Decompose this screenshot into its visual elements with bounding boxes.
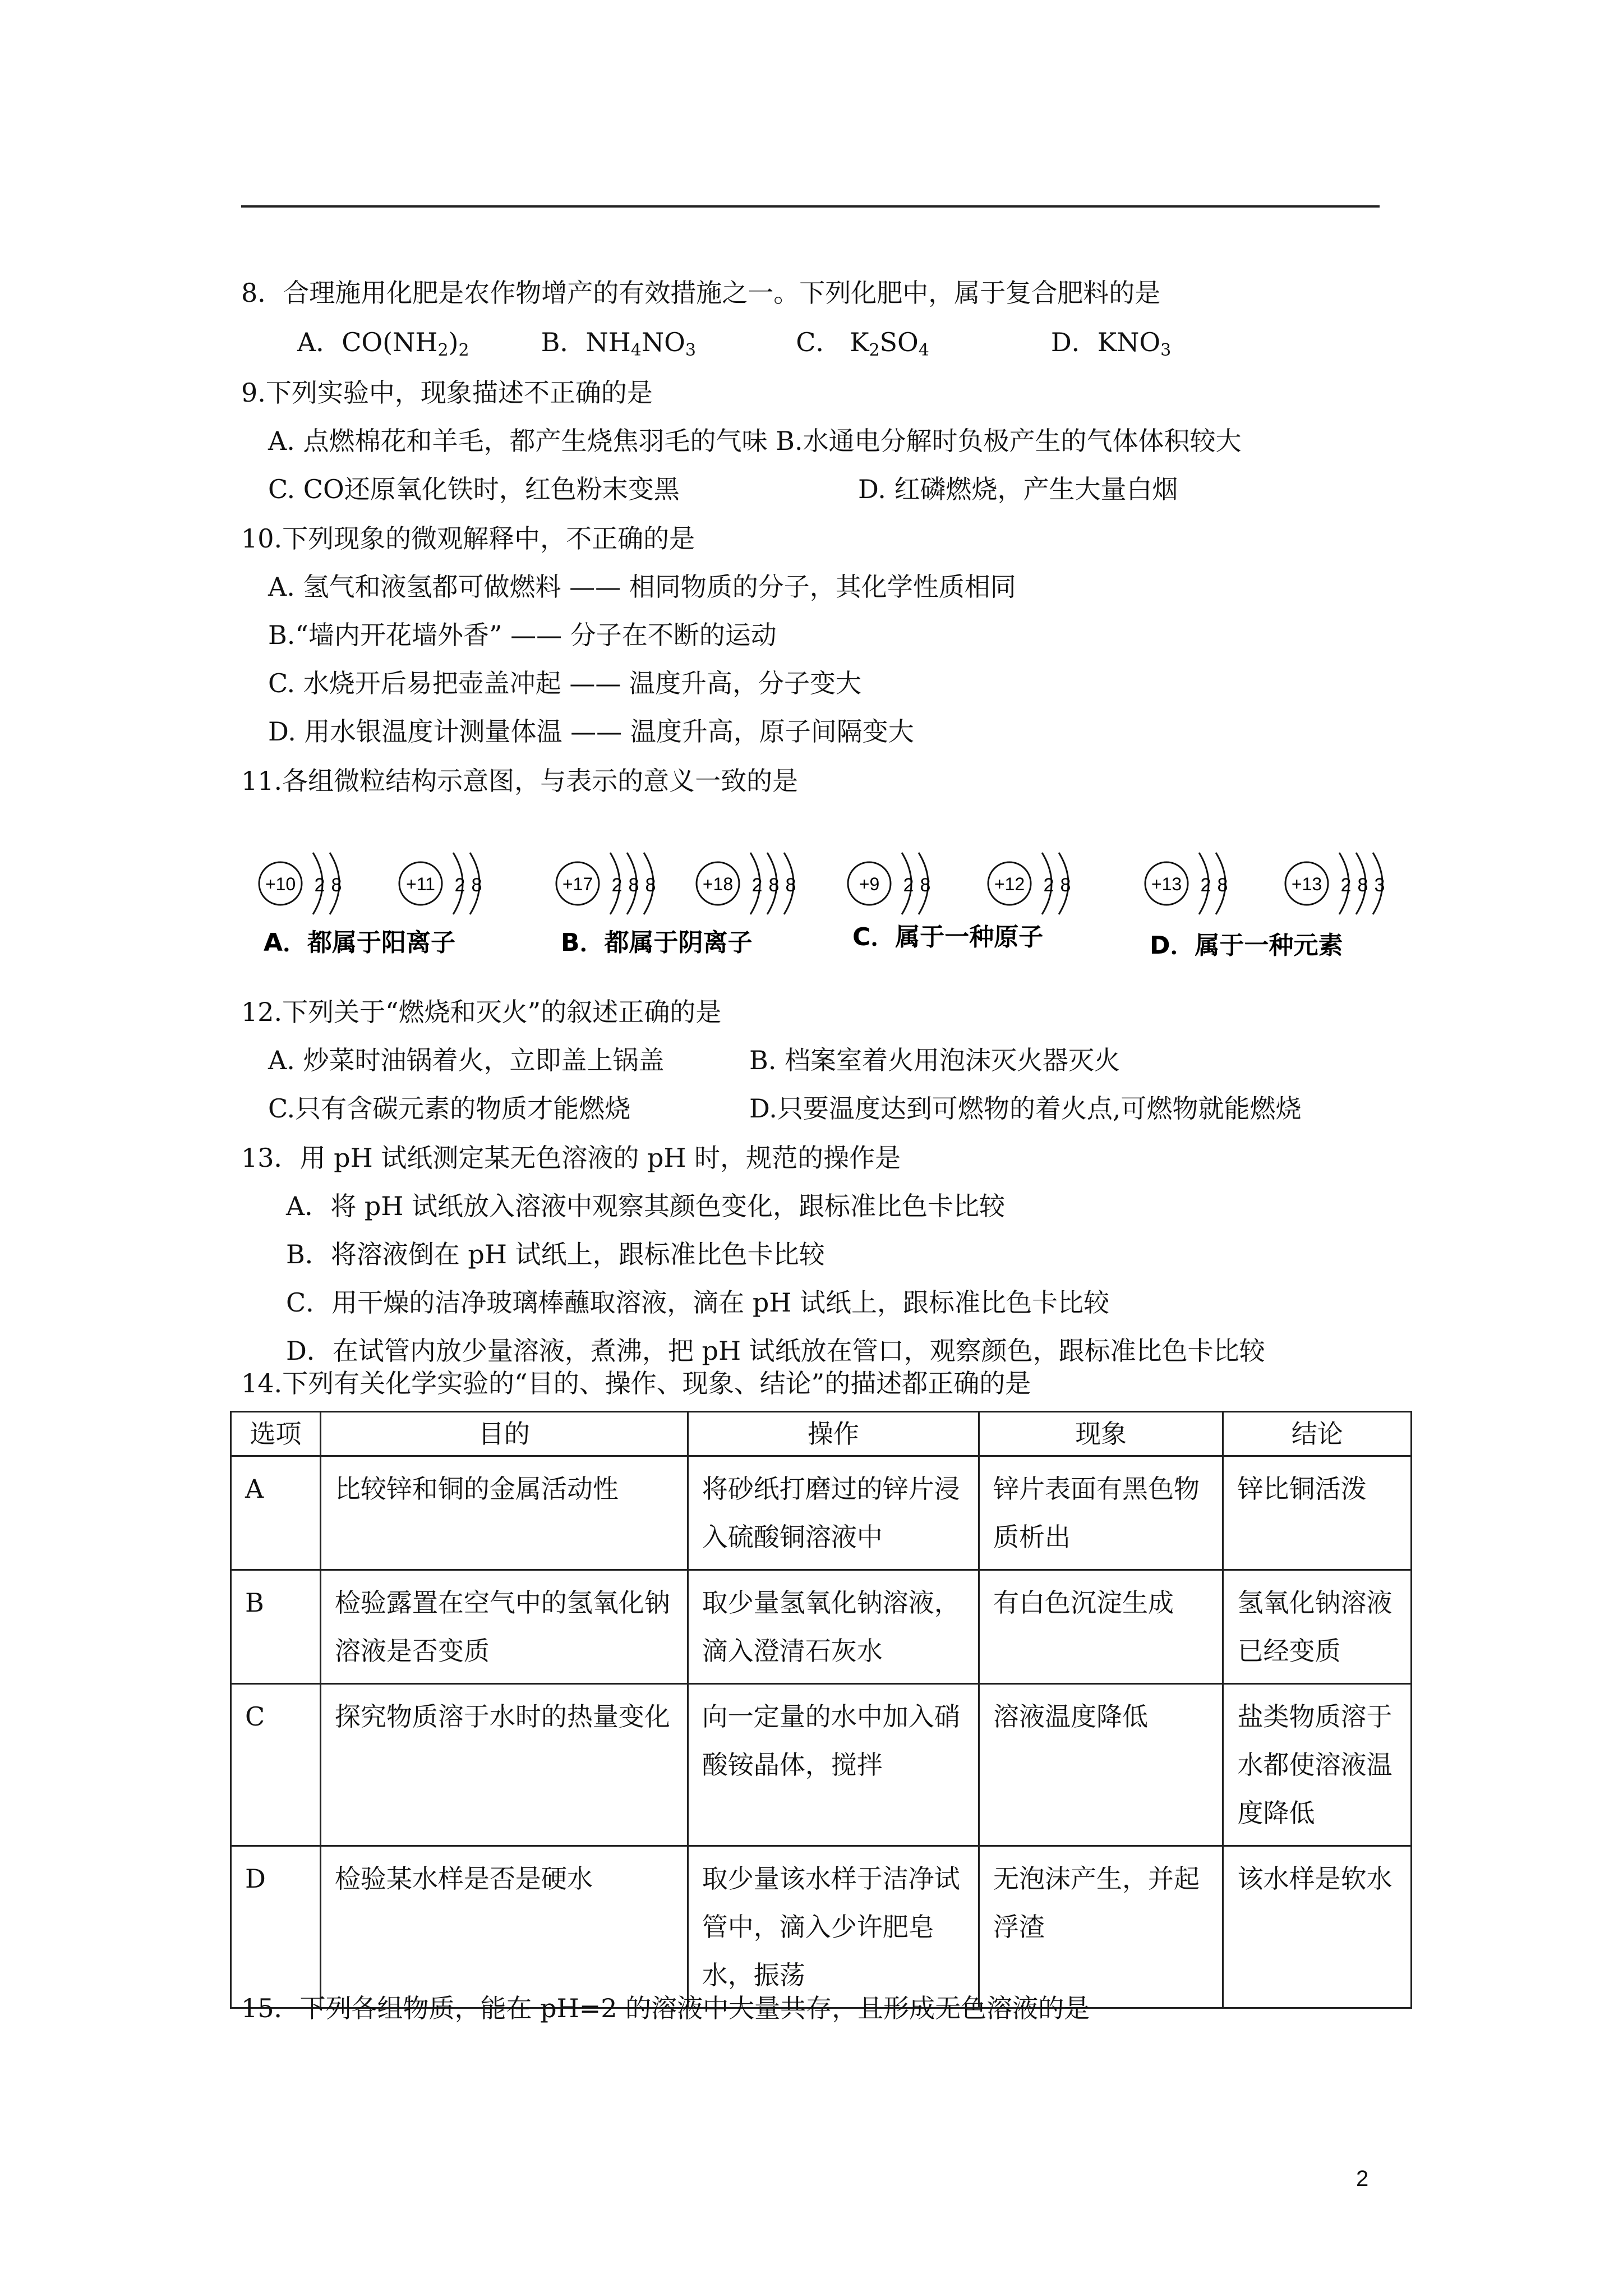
q8-option-c: C． $K_2SO_4$ <box>796 327 929 360</box>
atom-structure-diagram <box>848 853 930 914</box>
row-c-option: C <box>231 1684 321 1846</box>
structure-group-label: A．都属于阳离子 <box>264 928 456 957</box>
q13-option-b: B．将溶液倒在 pH 试纸上，跟标准比色卡比较 <box>286 1239 825 1269</box>
table-row <box>231 1456 1412 1570</box>
atom-structure-diagram <box>556 853 656 914</box>
q9-option-d: D. 红磷燃烧，产生大量白烟 <box>858 474 1178 504</box>
electron-count: 8 <box>1357 875 1368 896</box>
atom-structure-diagram <box>988 853 1071 914</box>
atom-structure-diagram <box>259 853 342 914</box>
header-operation: 操作 <box>688 1412 979 1456</box>
electron-count: 8 <box>645 875 656 896</box>
row-d-phenomenon: 无泡沫产生，并起浮渣 <box>979 1846 1223 2008</box>
atom-structure-diagram <box>697 853 796 914</box>
nucleus-charge: +12 <box>994 874 1025 894</box>
header-conclusion: 结论 <box>1223 1412 1412 1456</box>
structure-group-b <box>556 853 796 957</box>
nucleus-charge: +9 <box>859 874 880 894</box>
q8-options <box>297 325 1171 367</box>
q9-stem: 9.下列实验中，现象描述不正确的是 <box>241 378 653 408</box>
q8-option-d: D．$KNO_3$ <box>1050 327 1172 360</box>
table-header-row <box>231 1412 1412 1456</box>
nucleus-charge: +11 <box>406 874 435 894</box>
row-c-phenomenon: 溶液温度降低 <box>979 1684 1223 1846</box>
row-b-operation: 取少量氢氧化钠溶液，滴入澄清石灰水 <box>688 1570 979 1684</box>
row-a-purpose: 比较锌和铜的金属活动性 <box>320 1456 688 1570</box>
row-d-purpose: 检验某水样是否是硬水 <box>320 1846 688 2008</box>
page-number: 2 <box>1356 2166 1369 2191</box>
structure-group-d <box>1145 853 1385 960</box>
table-row <box>231 1846 1412 2008</box>
nucleus-charge: +18 <box>702 874 734 894</box>
header-phenomenon: 现象 <box>979 1412 1223 1456</box>
structure-group-label: B．都属于阴离子 <box>561 928 753 957</box>
q10-option-b: B.“墙内开花墙外香” —— 分子在不断的运动 <box>268 620 777 650</box>
q8-stem: 8．合理施用化肥是农作物增产的有效措施之一。下列化肥中，属于复合肥料的是 <box>241 278 1161 308</box>
row-c-purpose: 探究物质溶于水时的热量变化 <box>320 1684 688 1846</box>
q10-option-d: D. 用水银温度计测量体温 —— 温度升高，原子间隔变大 <box>268 716 914 747</box>
q10-stem: 10.下列现象的微观解释中，不正确的是 <box>241 523 695 554</box>
row-d-operation: 取少量该水样于洁净试管中，滴入少许肥皂水，振荡 <box>688 1846 979 2008</box>
structure-group-label: D．属于一种元素 <box>1150 931 1343 960</box>
table-row <box>231 1570 1412 1684</box>
row-a-phenomenon: 锌片表面有黑色物质析出 <box>979 1456 1223 1570</box>
electron-count: 2 <box>454 875 465 896</box>
row-b-option: B <box>231 1570 321 1684</box>
nucleus-charge: +17 <box>562 874 593 894</box>
q8-option-a: A．$CO(NH_2)_2$ <box>297 327 469 360</box>
electron-count: 8 <box>785 875 796 896</box>
q12-option-c: C.只有含碳元素的物质才能燃烧 <box>268 1093 631 1124</box>
electron-count: 2 <box>1340 875 1352 896</box>
q11-structure-diagrams <box>247 825 1424 970</box>
row-c-operation: 向一定量的水中加入硝酸铵晶体，搅拌 <box>688 1684 979 1846</box>
header-option: 选项 <box>231 1412 321 1456</box>
q13-option-c: C．用干燥的洁净玻璃棒蘸取溶液，滴在 pH 试纸上，跟标准比色卡比较 <box>286 1287 1110 1318</box>
electron-count: 8 <box>628 875 639 896</box>
q8-option-b: B．$NH_4NO_3$ <box>541 327 696 360</box>
row-b-purpose: 检验露置在空气中的氢氧化钠溶液是否变质 <box>320 1570 688 1684</box>
electron-count: 8 <box>920 875 931 896</box>
q10-option-a: A. 氢气和液氢都可做燃料 —— 相同物质的分子，其化学性质相同 <box>268 572 1016 602</box>
q9-option-c: C. CO还原氧化铁时，红色粉末变黑 <box>268 474 680 504</box>
q12-option-b: B. 档案室着火用泡沫灭火器灭火 <box>749 1045 1121 1075</box>
row-a-conclusion: 锌比铜活泼 <box>1223 1456 1412 1570</box>
electron-count: 2 <box>314 875 325 896</box>
atom-structure-diagram <box>1285 853 1385 914</box>
q10-option-c: C. 水烧开后易把壶盖冲起 —— 温度升高，分子变大 <box>268 668 862 698</box>
row-d-option: D <box>231 1846 321 2008</box>
nucleus-charge: +10 <box>265 874 296 894</box>
q14-stem: 14.下列有关化学实验的“目的、操作、现象、结论”的描述都正确的是 <box>241 1368 1031 1398</box>
nucleus-charge: +13 <box>1151 874 1182 894</box>
header-purpose: 目的 <box>320 1412 688 1456</box>
q13-option-d: D．在试管内放少量溶液，煮沸，把 pH 试纸放在管口，观察颜色，跟标准比色卡比较 <box>286 1336 1265 1366</box>
electron-count: 3 <box>1374 875 1385 896</box>
q14-table <box>230 1411 1412 2009</box>
electron-count: 8 <box>768 875 780 896</box>
header-rule <box>241 205 1380 208</box>
row-a-operation: 将砂纸打磨过的锌片浸入硫酸铜溶液中 <box>688 1456 979 1570</box>
q15-stem: 15．下列各组物质，能在 pH=2 的溶液中大量共存，且形成无色溶液的是 <box>241 1993 1090 2023</box>
row-d-conclusion: 该水样是软水 <box>1223 1846 1412 2008</box>
structure-group-a <box>259 853 482 957</box>
atom-structure-diagram <box>399 853 482 914</box>
electron-count: 2 <box>751 875 763 896</box>
q13-option-a: A．将 pH 试纸放入溶液中观察其颜色变化，跟标准比色卡比较 <box>286 1191 1006 1221</box>
electron-count: 2 <box>611 875 623 896</box>
q12-option-d: D.只要温度达到可燃物的着火点,可燃物就能燃烧 <box>749 1093 1302 1124</box>
q11-stem: 11.各组微粒结构示意图，与表示的意义一致的是 <box>241 766 799 796</box>
q12-option-a: A. 炒菜时油锅着火，立即盖上锅盖 <box>268 1045 665 1075</box>
nucleus-charge: +13 <box>1291 874 1322 894</box>
q13-stem: 13．用 pH 试纸测定某无色溶液的 pH 时，规范的操作是 <box>241 1143 901 1173</box>
row-b-conclusion: 氢氧化钠溶液已经变质 <box>1223 1570 1412 1684</box>
electron-count: 8 <box>471 875 482 896</box>
row-a-option: A <box>231 1456 321 1570</box>
electron-count: 2 <box>903 875 914 896</box>
table-row <box>231 1684 1412 1846</box>
q9-options-ab: A. 点燃棉花和羊毛，都产生烧焦羽毛的气味 B.水通电分解时负极产生的气体体积较大 <box>268 426 1242 456</box>
row-b-phenomenon: 有白色沉淀生成 <box>979 1570 1223 1684</box>
q12-stem: 12.下列关于“燃烧和灭火”的叙述正确的是 <box>241 997 722 1027</box>
atom-structure-diagram <box>1145 853 1228 914</box>
electron-count: 8 <box>331 875 342 896</box>
structure-group-c <box>848 853 1071 951</box>
electron-count: 8 <box>1060 875 1071 896</box>
electron-count: 2 <box>1043 875 1054 896</box>
row-c-conclusion: 盐类物质溶于水都使溶液温度降低 <box>1223 1684 1412 1846</box>
structure-group-label: C．属于一种原子 <box>852 923 1044 951</box>
electron-count: 2 <box>1200 875 1211 896</box>
electron-count: 8 <box>1217 875 1228 896</box>
